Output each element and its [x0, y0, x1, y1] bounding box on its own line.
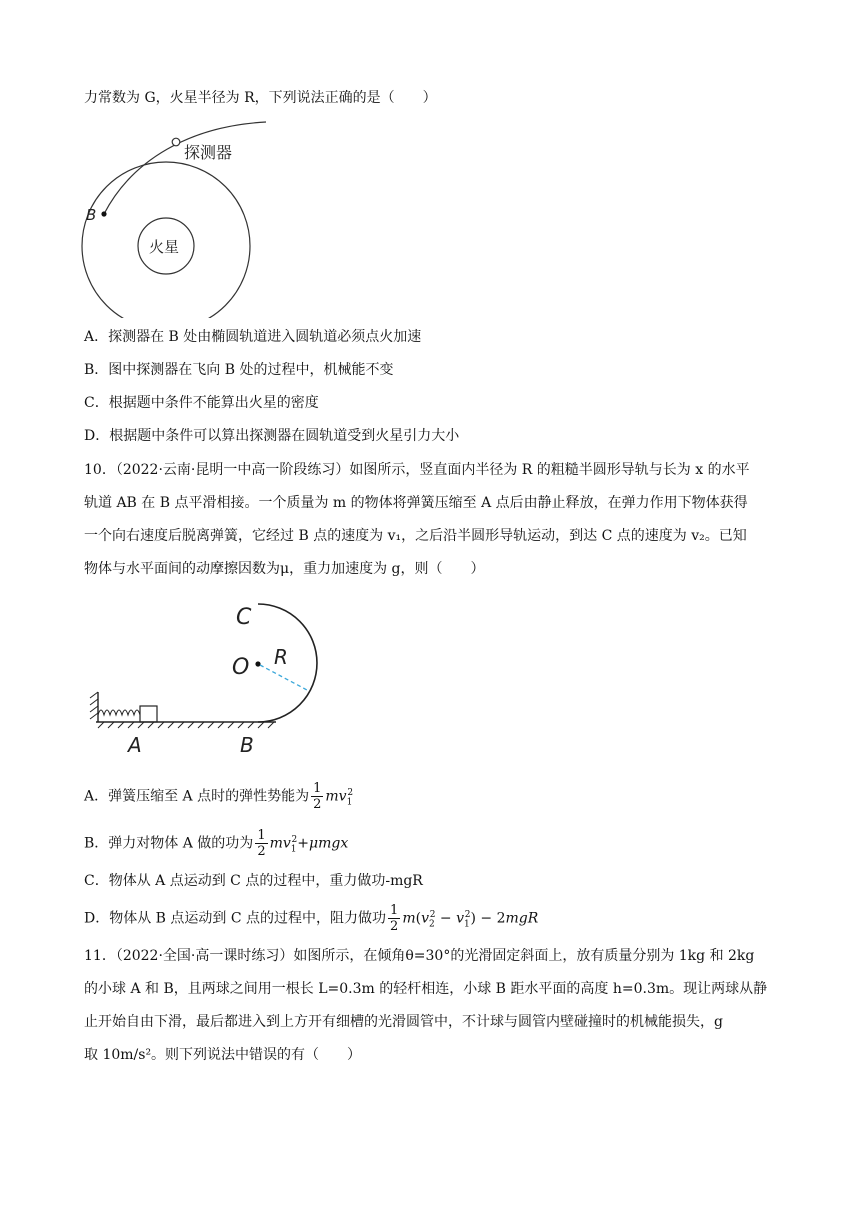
q11-stem-line-1: 11．（2022·全国·高一课时练习）如图所示，在倾角θ=30°的光滑固定斜面上，放有质量分别为 1kg 和 2kg [84, 948, 755, 964]
q10-option-d: D．物体从 B 点运动到 C 点的过程中，阻力做功 $\frac{1}{2}$ $m(v_2^2 - v_1^2) - 2mgR$ [84, 903, 539, 934]
q9-stem-tail: 力常数为 G，火星半径为 R，下列说法正确的是（ ） [84, 90, 437, 106]
radius-r-label: R [274, 645, 288, 669]
wall-hatch [90, 692, 98, 719]
q9-orbit-figure [80, 112, 280, 318]
point-c-label: C [236, 605, 252, 630]
q10-option-a-text: A．弹簧压缩至 A 点时的弹性势能为 [84, 788, 310, 805]
q11-stem-line-2: 的小球 A 和 B，且两球之间用一根长 L=0.3m 的轻杆相连，小球 B 距水平面的高度 h=0.3m。现让两球从静 [84, 981, 768, 997]
q9-option-c: C．根据题中条件不能算出火星的密度 [84, 395, 319, 411]
q9-option-a: A．探测器在 B 处由椭圆轨道进入圆轨道必须点火加速 [84, 329, 422, 345]
q11-stem-line-4: 取 10m/s²。则下列说法中错误的有（ ） [84, 1047, 362, 1063]
spring [98, 710, 140, 715]
floor-hatch [98, 722, 274, 728]
q10-stem-line-2: 轨道 AB 在 B 点平滑相接。一个质量为 m 的物体将弹簧压缩至 A 点后由静止释放，在弹力作用下物体获得 [84, 495, 748, 511]
q10-stem-line-4: 物体与水平面间的动摩擦因数为μ，重力加速度为 g，则（ ） [84, 561, 485, 577]
block [140, 706, 157, 722]
q11-stem-line-3: 止开始自由下滑，最后都进入到上方开有细槽的光滑圆管中，不计球与圆管内壁碰撞时的机械能损失，g [84, 1014, 723, 1030]
q10-track-figure [86, 598, 326, 760]
q10-stem-line-3: 一个向右速度后脱离弹簧，它经过 B 点的速度为 v₁，之后沿半圆形导轨运动，到达 C 点的速度为 v₂。已知 [84, 528, 747, 544]
q9-option-b: B．图中探测器在飞向 B 处的过程中，机械能不变 [84, 362, 394, 378]
q10-option-b: B．弹力对物体 A 做的功为 $\frac{1}{2}$ $mv_1^2+\mu mgx$ [84, 828, 349, 859]
point-b-dot [101, 211, 106, 216]
elliptical-trajectory [104, 122, 266, 214]
point-a-label: A [128, 733, 142, 757]
q10-option-b-text: B．弹力对物体 A 做的功为 [84, 835, 254, 852]
point-b-label: B [86, 206, 97, 224]
half-fraction: $\frac{1}{2}$ [257, 828, 266, 859]
q10-option-c: C．物体从 A 点运动到 C 点的过程中，重力做功-mgR [84, 873, 423, 889]
probe-label: 探测器 [184, 143, 233, 162]
mars-label: 火星 [149, 238, 180, 256]
probe-icon [172, 138, 180, 146]
center-dot [255, 661, 260, 666]
q10-stem-line-1: 10．（2022·云南·昆明一中高一阶段练习）如图所示，竖直面内半径为 R 的粗糙半圆形导轨与长为 x 的水平 [84, 462, 750, 478]
q9-option-d: D．根据题中条件可以算出探测器在圆轨道受到火星引力大小 [84, 428, 460, 444]
point-o-label: O [232, 655, 250, 680]
point-b-label: B [240, 733, 254, 757]
q10-option-a: A．弹簧压缩至 A 点时的弹性势能为 $\frac{1}{2}$ $mv_1^2$ [84, 781, 354, 812]
half-fraction: $\frac{1}{2}$ [313, 781, 322, 812]
half-fraction: $\frac{1}{2}$ [390, 903, 399, 934]
q10-option-d-text: D．物体从 B 点运动到 C 点的过程中，阻力做功 [84, 910, 387, 927]
